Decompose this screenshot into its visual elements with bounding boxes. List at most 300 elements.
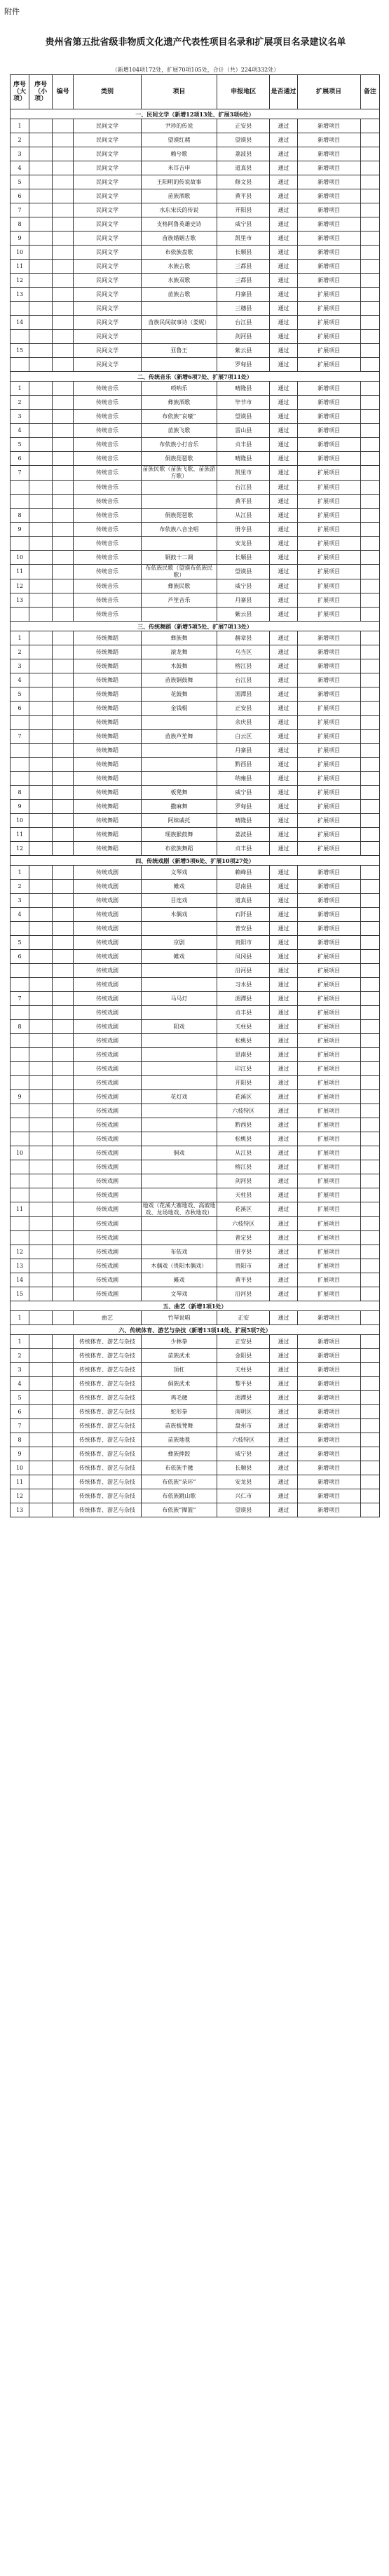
cell-region: 安龙县 xyxy=(217,1475,270,1489)
cell-remark xyxy=(360,1259,379,1273)
cell-seq-small xyxy=(29,396,53,410)
cell-seq: 6 xyxy=(11,189,29,203)
cell-remark xyxy=(360,302,379,316)
cell-code xyxy=(53,645,74,659)
cell-seq: 15 xyxy=(11,1287,29,1301)
cell-remark xyxy=(360,978,379,992)
cell-remark xyxy=(360,1447,379,1461)
cell-region: 毕节市 xyxy=(217,396,270,410)
cell-code xyxy=(53,579,74,593)
header-seq-small: 序号（小项） xyxy=(29,75,53,109)
cell-project xyxy=(141,1217,217,1231)
cell-code xyxy=(53,842,74,856)
cell-seq-small xyxy=(29,992,53,1006)
cell-type: 新增项目 xyxy=(297,1461,360,1475)
cell-code xyxy=(53,894,74,908)
cell-pass: 通过 xyxy=(270,1391,297,1405)
cell-region: 丹寨县 xyxy=(217,744,270,758)
cell-project xyxy=(141,1048,217,1062)
cell-seq-small xyxy=(29,842,53,856)
cell-remark xyxy=(360,452,379,466)
cell-type: 扩展项目 xyxy=(297,1202,360,1217)
cell-seq-small xyxy=(29,302,53,316)
cell-project: 苗族民间叙事诗（娄妮） xyxy=(141,316,217,330)
cell-remark xyxy=(360,1174,379,1188)
cell-type: 新增项目 xyxy=(297,424,360,438)
cell-seq-small xyxy=(29,1118,53,1132)
cell-remark xyxy=(360,288,379,302)
cell-seq: 10 xyxy=(11,551,29,565)
cell-remark xyxy=(360,1419,379,1433)
cell-seq-small xyxy=(29,316,53,330)
cell-type: 新增项目 xyxy=(297,1503,360,1517)
cell-seq-small xyxy=(29,147,53,161)
cell-category: 传统音乐 xyxy=(74,466,141,481)
table-row xyxy=(11,481,380,495)
section-title: 四、传统戏剧（新增5项6处、扩展10项27处） xyxy=(11,856,380,866)
cell-region: 威宁县 xyxy=(217,786,270,800)
cell-region: 修文县 xyxy=(217,175,270,189)
cell-category: 传统戏剧 xyxy=(74,1259,141,1273)
cell-category: 传统戏剧 xyxy=(74,1090,141,1104)
cell-remark xyxy=(360,593,379,608)
cell-category: 民间文学 xyxy=(74,358,141,372)
cell-type: 新增项目 xyxy=(297,894,360,908)
cell-type: 扩展项目 xyxy=(297,1090,360,1104)
cell-code xyxy=(53,1118,74,1132)
cell-region: 开阳县 xyxy=(217,203,270,217)
cell-remark xyxy=(360,133,379,147)
cell-project: 赖兮歌 xyxy=(141,147,217,161)
cell-code xyxy=(53,161,74,175)
cell-remark xyxy=(360,232,379,246)
cell-pass: 通过 xyxy=(270,964,297,978)
cell-region: 从江县 xyxy=(217,509,270,523)
cell-region: 天柱县 xyxy=(217,1020,270,1034)
cell-seq-small xyxy=(29,579,53,593)
cell-project: 布依族盘歌 xyxy=(141,246,217,260)
cell-code xyxy=(53,1475,74,1489)
table-row xyxy=(11,1174,380,1188)
cell-type: 新增项目 xyxy=(297,410,360,424)
cell-type: 新增项目 xyxy=(297,673,360,687)
cell-project xyxy=(141,716,217,730)
cell-region: 盘州市 xyxy=(217,1419,270,1433)
cell-pass: 通过 xyxy=(270,175,297,189)
cell-type: 扩展项目 xyxy=(297,302,360,316)
section-title: 三、传统舞蹈（新增5项5处、扩展7项13处） xyxy=(11,622,380,631)
table-row xyxy=(11,1311,380,1325)
cell-category: 民间文学 xyxy=(74,232,141,246)
cell-remark xyxy=(360,659,379,673)
cell-project xyxy=(141,1174,217,1188)
cell-project: 木偶戏 xyxy=(141,908,217,922)
header-remark: 备注 xyxy=(360,75,379,109)
cell-region: 普定县 xyxy=(217,1231,270,1245)
cell-seq-small xyxy=(29,203,53,217)
cell-remark xyxy=(360,894,379,908)
cell-type: 新增项目 xyxy=(297,936,360,950)
cell-pass: 通过 xyxy=(270,880,297,894)
cell-category: 传统戏剧 xyxy=(74,1231,141,1245)
cell-seq-small xyxy=(29,466,53,481)
cell-pass: 通过 xyxy=(270,358,297,372)
cell-project: 尹珍的传说 xyxy=(141,119,217,133)
table-row xyxy=(11,950,380,964)
cell-pass: 通过 xyxy=(270,1132,297,1146)
cell-seq: 14 xyxy=(11,1273,29,1287)
cell-project: 侗族武术 xyxy=(141,1377,217,1391)
cell-category: 传统戏剧 xyxy=(74,1188,141,1202)
cell-type: 扩展项目 xyxy=(297,978,360,992)
cell-remark xyxy=(360,119,379,133)
cell-region: 三都县 xyxy=(217,260,270,274)
cell-code xyxy=(53,316,74,330)
cell-project xyxy=(141,330,217,344)
cell-project xyxy=(141,1034,217,1048)
cell-code xyxy=(53,509,74,523)
table-row xyxy=(11,908,380,922)
table-row xyxy=(11,1104,380,1118)
cell-seq-small xyxy=(29,1034,53,1048)
header-project: 项目 xyxy=(141,75,217,109)
cell-project xyxy=(141,758,217,772)
cell-project xyxy=(141,302,217,316)
cell-pass: 通过 xyxy=(270,1231,297,1245)
cell-project: 唢呐乐 xyxy=(141,382,217,396)
table-row xyxy=(11,1433,380,1447)
cell-seq-small xyxy=(29,1363,53,1377)
cell-pass: 通过 xyxy=(270,1118,297,1132)
cell-region: 纳雍县 xyxy=(217,772,270,786)
cell-region: 从江县 xyxy=(217,1146,270,1160)
cell-seq: 11 xyxy=(11,565,29,579)
cell-seq-small xyxy=(29,1132,53,1146)
cell-seq-small xyxy=(29,1377,53,1391)
cell-pass: 通过 xyxy=(270,922,297,936)
table-row xyxy=(11,1363,380,1377)
cell-region: 罗甸县 xyxy=(217,800,270,814)
cell-type: 扩展项目 xyxy=(297,608,360,622)
table-row xyxy=(11,894,380,908)
cell-category: 传统戏剧 xyxy=(74,964,141,978)
cell-code xyxy=(53,880,74,894)
cell-seq-small xyxy=(29,288,53,302)
cell-region: 石阡县 xyxy=(217,908,270,922)
cell-type: 扩展项目 xyxy=(297,330,360,344)
table-row xyxy=(11,382,380,396)
table-row xyxy=(11,828,380,842)
cell-category: 民间文学 xyxy=(74,189,141,203)
cell-type: 扩展项目 xyxy=(297,537,360,551)
cell-type: 扩展项目 xyxy=(297,1062,360,1076)
cell-project: 侗族琵琶歌 xyxy=(141,509,217,523)
cell-category: 传统体育、游艺与杂技 xyxy=(74,1447,141,1461)
cell-type: 新增项目 xyxy=(297,1475,360,1489)
cell-type: 新增项目 xyxy=(297,1391,360,1405)
cell-project: 板凳舞 xyxy=(141,786,217,800)
cell-project xyxy=(141,358,217,372)
cell-category: 传统戏剧 xyxy=(74,1048,141,1062)
cell-seq: 5 xyxy=(11,438,29,452)
table-row xyxy=(11,992,380,1006)
cell-category: 传统舞蹈 xyxy=(74,842,141,856)
cell-pass: 通过 xyxy=(270,495,297,509)
cell-pass: 通过 xyxy=(270,579,297,593)
cell-category: 传统戏剧 xyxy=(74,1245,141,1259)
section-header-row xyxy=(11,372,380,382)
cell-seq-small xyxy=(29,438,53,452)
table-row xyxy=(11,316,380,330)
cell-type: 扩展项目 xyxy=(297,1231,360,1245)
cell-remark xyxy=(360,1335,379,1349)
cell-project: 阳戏 xyxy=(141,1020,217,1034)
table-row xyxy=(11,1377,380,1391)
cell-type: 扩展项目 xyxy=(297,1146,360,1160)
cell-code xyxy=(53,716,74,730)
cell-seq: 4 xyxy=(11,908,29,922)
table-row xyxy=(11,396,380,410)
table-row xyxy=(11,964,380,978)
cell-type: 新增项目 xyxy=(297,1489,360,1503)
cell-project: 文琴戏 xyxy=(141,866,217,880)
cell-pass: 通过 xyxy=(270,537,297,551)
table-header-row xyxy=(11,75,380,109)
table-row xyxy=(11,1273,380,1287)
cell-category: 传统体育、游艺与杂技 xyxy=(74,1349,141,1363)
cell-code xyxy=(53,1377,74,1391)
cell-type: 新增项目 xyxy=(297,1433,360,1447)
cell-seq: 1 xyxy=(11,382,29,396)
cell-seq xyxy=(11,1217,29,1231)
cell-code xyxy=(53,936,74,950)
cell-region: 威宁县 xyxy=(217,217,270,232)
cell-seq: 8 xyxy=(11,786,29,800)
cell-type: 新增项目 xyxy=(297,161,360,175)
cell-seq-small xyxy=(29,189,53,203)
cell-seq xyxy=(11,922,29,936)
cell-type: 扩展项目 xyxy=(297,1174,360,1188)
cell-type: 新增项目 xyxy=(297,1447,360,1461)
cell-project: 蛇形拳 xyxy=(141,1405,217,1419)
cell-pass: 通过 xyxy=(270,842,297,856)
cell-seq-small xyxy=(29,978,53,992)
cell-region: 松桃县 xyxy=(217,1034,270,1048)
table-row xyxy=(11,1202,380,1217)
table-row xyxy=(11,1259,380,1273)
cell-code xyxy=(53,424,74,438)
cell-category: 民间文学 xyxy=(74,274,141,288)
cell-seq-small xyxy=(29,1104,53,1118)
cell-project: 顶杠 xyxy=(141,1363,217,1377)
cell-type: 新增项目 xyxy=(297,1377,360,1391)
cell-type: 扩展项目 xyxy=(297,288,360,302)
cell-pass: 通过 xyxy=(270,908,297,922)
cell-seq: 11 xyxy=(11,828,29,842)
cell-region: 黄平县 xyxy=(217,495,270,509)
cell-type: 扩展项目 xyxy=(297,814,360,828)
cell-seq-small xyxy=(29,481,53,495)
cell-seq xyxy=(11,330,29,344)
cell-remark xyxy=(360,1349,379,1363)
cell-project: 苗族铜鼓舞 xyxy=(141,673,217,687)
table-row xyxy=(11,1188,380,1202)
table-row xyxy=(11,1405,380,1419)
cell-region: 六枝特区 xyxy=(217,1217,270,1231)
cell-project: 竹琴说唱 xyxy=(141,1311,217,1325)
section-title: 二、传统音乐（新增6项7处、扩展7项11处） xyxy=(11,372,380,382)
cell-seq-small xyxy=(29,1231,53,1245)
cell-project: 彝族舞 xyxy=(141,631,217,645)
cell-remark xyxy=(360,702,379,716)
cell-category: 传统音乐 xyxy=(74,593,141,608)
cell-code xyxy=(53,565,74,579)
cell-region: 贵阳市 xyxy=(217,936,270,950)
cell-project: 布依族民歌（望谟布依族民歌） xyxy=(141,565,217,579)
cell-seq: 7 xyxy=(11,203,29,217)
cell-category: 民间文学 xyxy=(74,316,141,330)
cell-seq-small xyxy=(29,382,53,396)
cell-seq: 7 xyxy=(11,730,29,744)
cell-region: 晴隆县 xyxy=(217,814,270,828)
cell-remark xyxy=(360,523,379,537)
cell-type: 扩展项目 xyxy=(297,730,360,744)
cell-region: 六枝特区 xyxy=(217,1433,270,1447)
cell-pass: 通过 xyxy=(270,702,297,716)
cell-category: 传统舞蹈 xyxy=(74,800,141,814)
cell-pass: 通过 xyxy=(270,1461,297,1475)
cell-remark xyxy=(360,246,379,260)
cell-seq-small xyxy=(29,936,53,950)
cell-seq xyxy=(11,964,29,978)
cell-region: 湄潭县 xyxy=(217,1391,270,1405)
cell-pass: 通过 xyxy=(270,1188,297,1202)
cell-project: 傩戏 xyxy=(141,1273,217,1287)
cell-region: 丹寨县 xyxy=(217,593,270,608)
cell-project: 阿妹戚托 xyxy=(141,814,217,828)
cell-region: 雷山县 xyxy=(217,424,270,438)
cell-region: 三穗县 xyxy=(217,302,270,316)
cell-pass: 通过 xyxy=(270,147,297,161)
cell-pass: 通过 xyxy=(270,645,297,659)
cell-seq xyxy=(11,1160,29,1174)
cell-code xyxy=(53,1006,74,1020)
cell-pass: 通过 xyxy=(270,288,297,302)
table-row xyxy=(11,466,380,481)
cell-remark xyxy=(360,1146,379,1160)
cell-type: 扩展项目 xyxy=(297,1006,360,1020)
cell-code xyxy=(53,481,74,495)
cell-type: 扩展项目 xyxy=(297,758,360,772)
cell-seq-small xyxy=(29,161,53,175)
cell-seq-small xyxy=(29,1349,53,1363)
cell-code xyxy=(53,1217,74,1231)
table-row xyxy=(11,1062,380,1076)
cell-code xyxy=(53,302,74,316)
cell-seq: 5 xyxy=(11,936,29,950)
cell-project xyxy=(141,922,217,936)
cell-region: 剑河县 xyxy=(217,1174,270,1188)
cell-category: 传统舞蹈 xyxy=(74,659,141,673)
cell-category: 传统戏剧 xyxy=(74,936,141,950)
cell-remark xyxy=(360,1104,379,1118)
table-row xyxy=(11,1245,380,1259)
cell-seq xyxy=(11,1174,29,1188)
cell-remark xyxy=(360,866,379,880)
cell-type: 新增项目 xyxy=(297,645,360,659)
cell-seq: 2 xyxy=(11,1349,29,1363)
cell-category: 传统戏剧 xyxy=(74,880,141,894)
cell-pass: 通过 xyxy=(270,161,297,175)
cell-seq-small xyxy=(29,523,53,537)
cell-seq-small xyxy=(29,495,53,509)
cell-code xyxy=(53,330,74,344)
cell-category: 民间文学 xyxy=(74,260,141,274)
cell-remark xyxy=(360,1217,379,1231)
cell-seq: 2 xyxy=(11,133,29,147)
cell-code xyxy=(53,246,74,260)
cell-type: 新增项目 xyxy=(297,133,360,147)
cell-seq-small xyxy=(29,1503,53,1517)
cell-seq-small xyxy=(29,1160,53,1174)
cell-code xyxy=(53,744,74,758)
cell-pass: 通过 xyxy=(270,828,297,842)
cell-seq-small xyxy=(29,1405,53,1419)
cell-pass: 通过 xyxy=(270,758,297,772)
cell-category: 传统戏剧 xyxy=(74,922,141,936)
cell-region: 花溪区 xyxy=(217,1202,270,1217)
cell-pass: 通过 xyxy=(270,1160,297,1174)
cell-remark xyxy=(360,964,379,978)
cell-seq-small xyxy=(29,608,53,622)
cell-seq-small xyxy=(29,1174,53,1188)
cell-region: 长顺县 xyxy=(217,551,270,565)
cell-region: 六枝特区 xyxy=(217,1104,270,1118)
cell-seq-small xyxy=(29,119,53,133)
cell-type: 新增项目 xyxy=(297,203,360,217)
cell-code xyxy=(53,396,74,410)
cell-remark xyxy=(360,645,379,659)
cell-category: 传统戏剧 xyxy=(74,1020,141,1034)
cell-remark xyxy=(360,161,379,175)
cell-pass: 通过 xyxy=(270,302,297,316)
cell-seq xyxy=(11,537,29,551)
table-row xyxy=(11,1118,380,1132)
cell-seq: 8 xyxy=(11,509,29,523)
cell-seq xyxy=(11,1062,29,1076)
cell-code xyxy=(53,551,74,565)
cell-seq-small xyxy=(29,358,53,372)
cell-project: 苗族地毯 xyxy=(141,1433,217,1447)
cell-region: 白云区 xyxy=(217,730,270,744)
cell-code xyxy=(53,800,74,814)
cell-type: 扩展项目 xyxy=(297,481,360,495)
cell-project: 王阳明的传说故事 xyxy=(141,175,217,189)
cell-region: 印江县 xyxy=(217,1062,270,1076)
cell-code xyxy=(53,466,74,481)
cell-region: 晴隆县 xyxy=(217,382,270,396)
cell-seq: 11 xyxy=(11,1202,29,1217)
cell-pass: 通过 xyxy=(270,1048,297,1062)
table-row xyxy=(11,744,380,758)
table-row xyxy=(11,1090,380,1104)
cell-category: 传统舞蹈 xyxy=(74,702,141,716)
cell-remark xyxy=(360,1503,379,1517)
table-row xyxy=(11,260,380,274)
cell-type: 新增项目 xyxy=(297,1405,360,1419)
cell-seq-small xyxy=(29,828,53,842)
cell-code xyxy=(53,1202,74,1217)
